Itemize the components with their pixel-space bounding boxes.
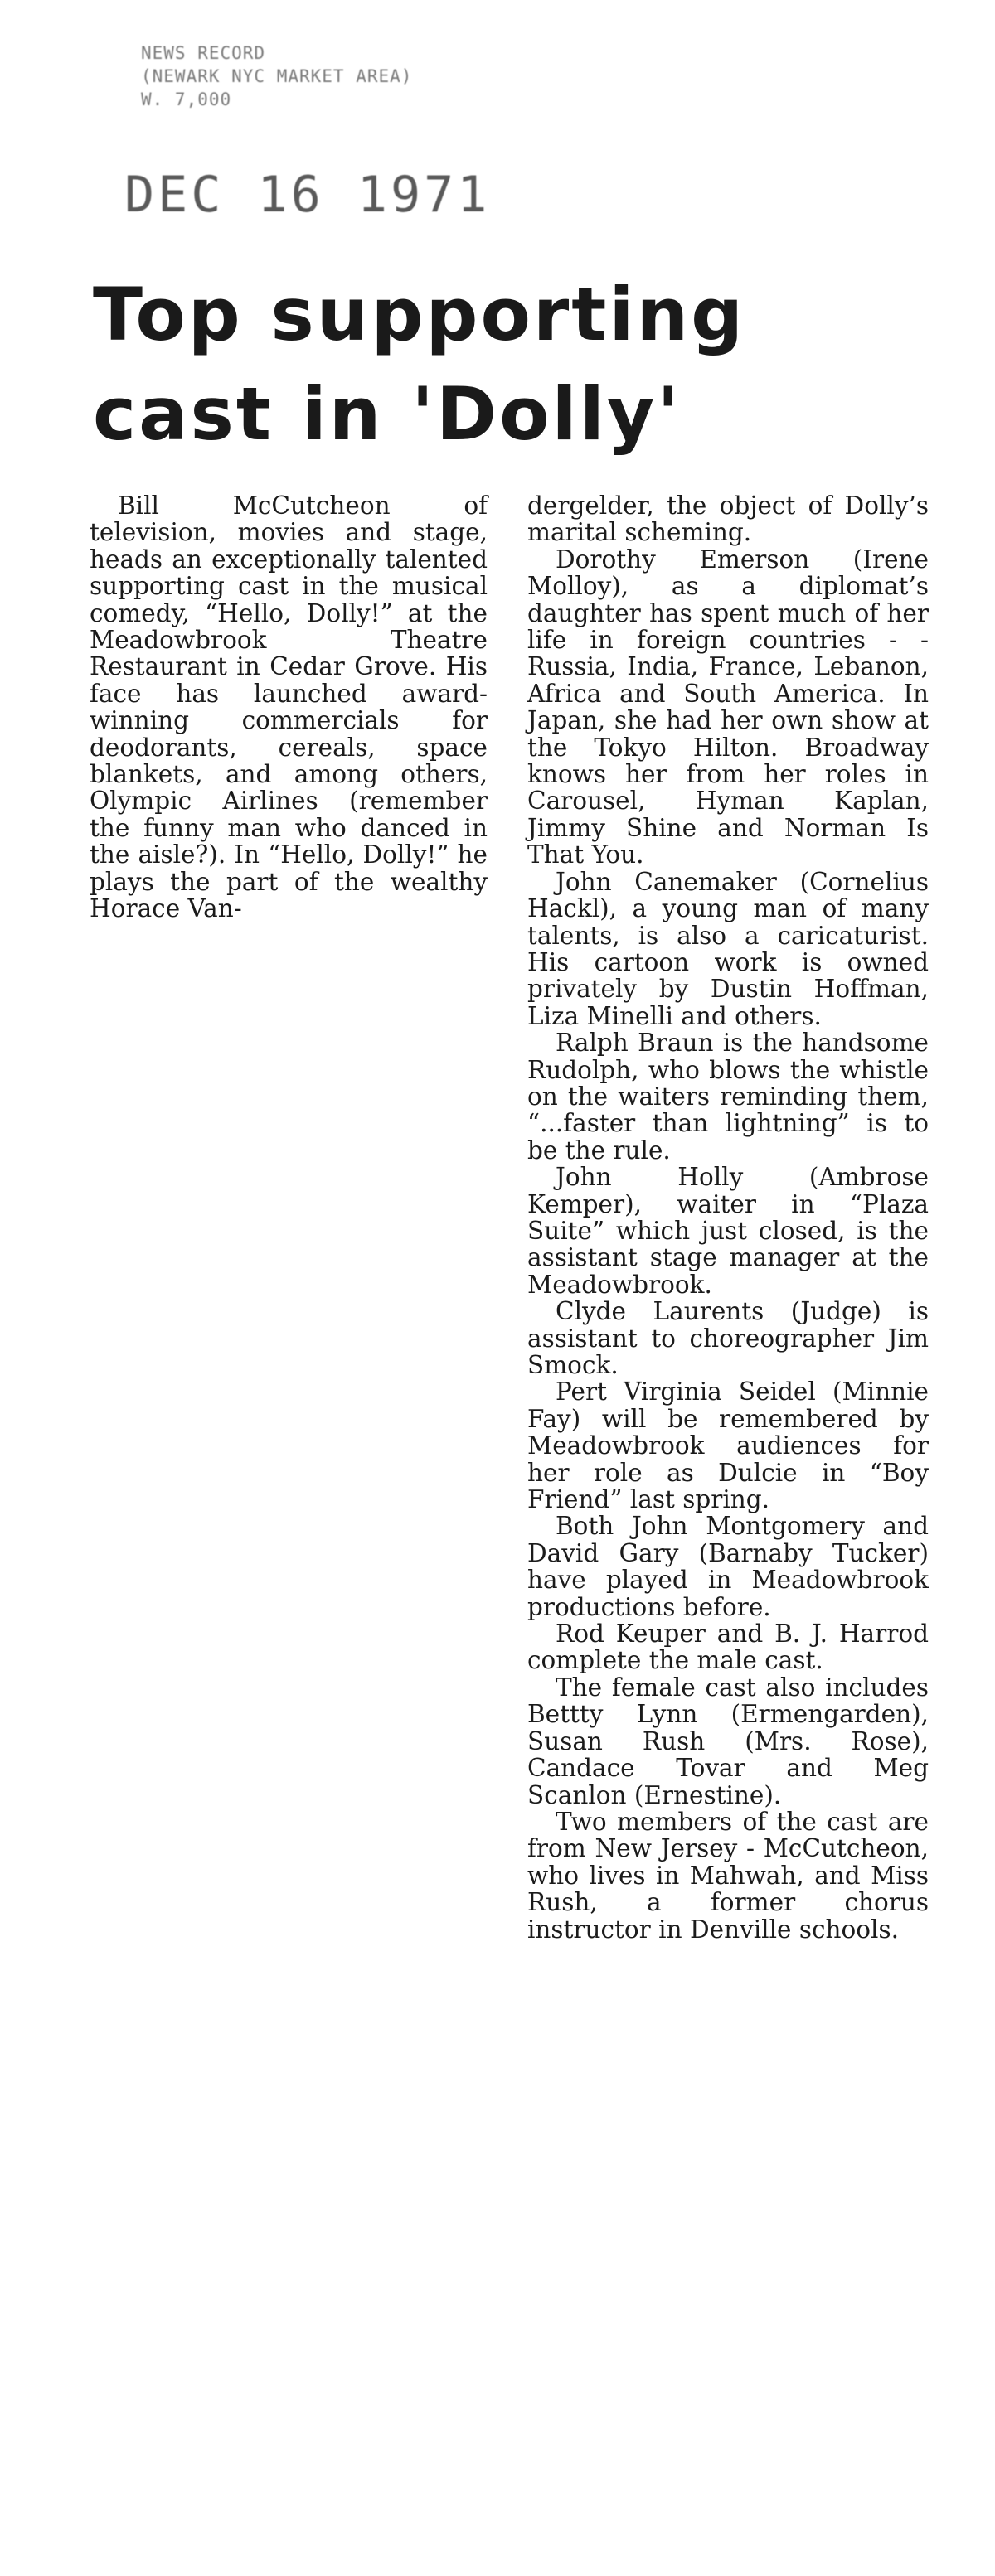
date-stamp: DEC 16 1971 xyxy=(124,166,491,224)
source-stamp-line: (NEWARK NYC MARKET AREA) xyxy=(141,66,413,86)
article-column-right xyxy=(527,492,929,1943)
article-paragraph: Pert Virginia Seidel (Minnie Fay) will be remembered by Meadowbrook audiences for her role as Dulcie in “Boy Friend” last spring. xyxy=(527,1378,929,1514)
article-paragraph: John Canemaker (Cornelius Hackl), a young man of many talents, is also a caricaturist. His cartoon work is owned privately by Dustin Hoffman, Liza Minelli and others. xyxy=(527,867,929,1030)
article-paragraph: The female cast also includes Bettty Lynn (Ermengarden), Susan Rush (Mrs. Rose), Candace Tovar and Meg Scanlon (Ernestine). xyxy=(527,1673,929,1809)
article-paragraph: Bill McCutcheon of television, movies and stage, heads an exceptionally talented supporting cast in the musical comedy, “Hello, Dolly!” at the Meadowbrook Theatre Restaurant in Cedar Grove. His face has launched award-winning commercials for deodorants, cereals, space blankets, and among others, Olympic Airlines (remember the funny man who danced in the aisle?). In “Hello, Dolly!” he plays the part of the wealthy Horace Van- xyxy=(90,491,488,923)
headline-line: cast in 'Dolly' xyxy=(93,371,682,457)
headline xyxy=(93,265,839,464)
article-paragraph: Rod Keuper and B. J. Harrod complete the male cast. xyxy=(527,1620,929,1675)
article-column-left xyxy=(90,492,488,922)
article-paragraph: Ralph Braun is the handsome Rudolph, who blows the whistle on the waiters reminding them, “...faster than lightning” is to be the rule. xyxy=(527,1029,929,1165)
source-stamp-line: W. 7,000 xyxy=(141,90,232,109)
headline-line: Top supporting xyxy=(93,272,746,357)
article-paragraph-continued: dergelder, the object of Dolly’s marital scheming. xyxy=(527,491,929,547)
article-paragraph: Dorothy Emerson (Irene Molloy), as a diplomat’s daughter has spent much of her life in foreign countries - - Russia, India, France, Lebanon, Africa and South America. In Japan, she had her own show at the Tokyo Hilton. Broadway knows her from her roles in Carousel, Hyman Kaplan, Jimmy Shine and Norman Is That You. xyxy=(527,545,929,869)
article-paragraph: John Holly (Ambrose Kemper), waiter in “Plaza Suite” which just closed, is the assistant stage manager at the Meadowbrook. xyxy=(527,1163,929,1299)
article-paragraph: Clyde Laurents (Judge) is assistant to choreographer Jim Smock. xyxy=(527,1297,929,1379)
source-stamp-line: NEWS RECORD xyxy=(141,43,266,63)
article-paragraph: Two members of the cast are from New Jersey - McCutcheon, who lives in Mahwah, and Miss Rush, a former chorus instructor in Denville schools. xyxy=(527,1807,929,1944)
article-paragraph: Both John Montgomery and David Gary (Barnaby Tucker) have played in Meadowbrook productions before. xyxy=(527,1512,929,1621)
source-stamp xyxy=(141,41,412,111)
